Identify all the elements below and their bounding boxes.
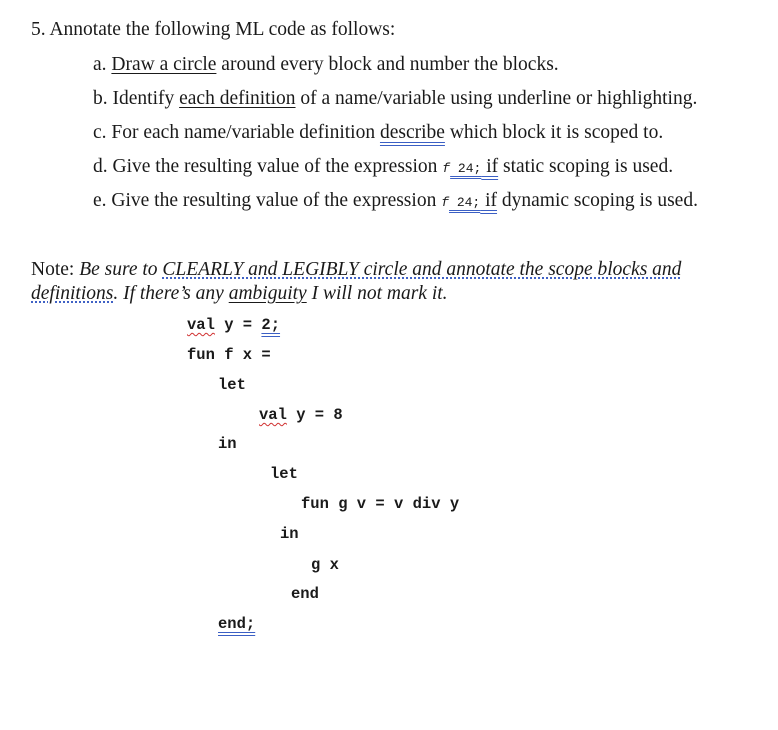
note-italic-start: Be sure to [79,259,163,280]
instruction-c [93,122,663,144]
note-label: Note: [31,259,80,280]
instruction-a-rest: around every block and number the blocks. [216,54,559,75]
code-line-6: let [270,465,298,483]
instruction-c-rest: which block it is scoped to. [444,122,664,143]
instruction-b-rest: of a name/variable using underline or highlighting. [295,88,698,109]
instruction-c-prefix: c. For each name/variable definition [93,122,380,143]
code-line-11 [218,615,255,633]
instruction-e [93,190,698,212]
note-line-1 [31,259,681,281]
code-line-9: g x [311,556,339,574]
code-line-11-end: end; [218,615,256,633]
code-line-4 [259,406,343,424]
code-line-8: in [280,525,299,543]
instruction-c-link: describe [379,122,445,143]
instruction-b [93,88,697,110]
code-line-2: fun f x = [187,346,271,364]
note-mid: . If there’s any [113,283,229,304]
instruction-d [93,156,673,178]
note-line-2 [31,283,448,305]
code-line-3: let [218,376,246,394]
note-emphasis: CLEARLY and LEGIBLY circle and annotate the scope blocks and [162,259,682,280]
code-line-5: in [218,435,237,453]
code-line-1 [187,316,280,334]
code-line-1-rest: y = [214,316,262,334]
instruction-e-rest: dynamic scoping is used. [497,190,698,211]
instruction-a [93,54,559,76]
code-line-7: fun g v = v div y [301,495,460,513]
note-ambiguity: ambiguity [228,283,307,304]
instruction-e-if: if [480,190,498,211]
instruction-d-code-f: f [442,161,451,176]
question-intro: Annotate the following ML code as follows: [49,19,396,40]
note-end: I will not mark it. [306,283,448,304]
instruction-e-code-f: f [441,195,450,210]
instruction-e-prefix: e. Give the resulting value of the expression [93,190,442,211]
question-header [31,19,395,41]
instruction-a-prefix: a. [93,54,112,75]
note-emphasis-2: definitions [31,283,114,304]
instruction-d-code-arg: 24; [450,161,482,176]
instruction-b-link: each definition [179,88,296,109]
instruction-a-link: Draw a circle [111,54,217,75]
code-line-1-num: 2; [261,316,281,334]
instruction-e-code-arg: 24; [449,195,481,210]
code-line-4-rest: y = 8 [286,406,343,424]
instruction-d-if: if [481,156,499,177]
instruction-b-prefix: b. Identify [93,88,180,109]
code-line-10: end [291,585,319,603]
code-line-4-val: val [259,406,287,424]
instruction-d-rest: static scoping is used. [498,156,674,177]
instruction-d-prefix: d. Give the resulting value of the expression [93,156,443,177]
question-number: 5. [31,19,46,40]
code-line-1-val: val [187,316,215,334]
